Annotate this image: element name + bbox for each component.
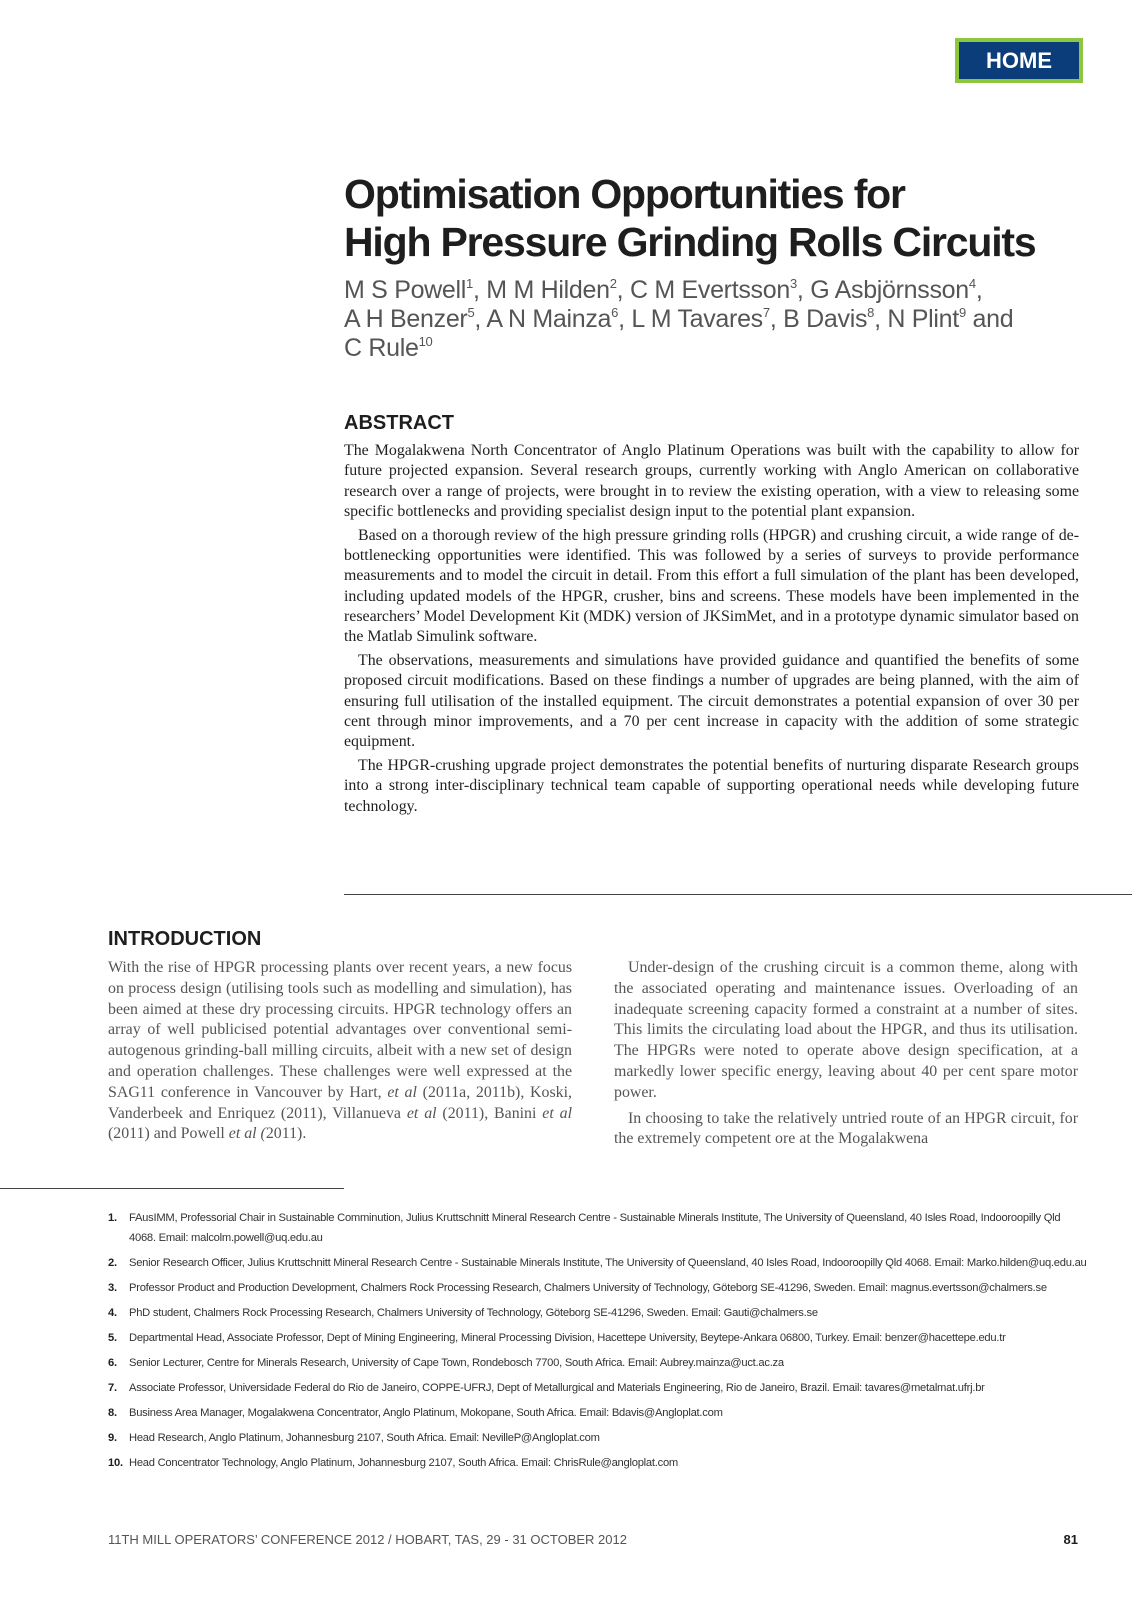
footnote: 5. Departmental Head, Associate Professor, Dept of Mining Engineering, Mineral Processing Division, Hacettepe University, Beytepe-Ankara 06800, Turkey. Email: benzer@hacettepe.edu.tr — [108, 1332, 1006, 1344]
footnote: 8. Business Area Manager, Mogalakwena Concentrator, Anglo Platinum, Mokopane, South Africa. Email: Bdavis@Angloplat.com — [108, 1407, 723, 1419]
page-number: 81 — [1063, 1532, 1078, 1547]
page-footer — [108, 1532, 1078, 1547]
footnote: 10. Head Concentrator Technology, Anglo Platinum, Johannesburg 2107, South Africa. Email: ChrisRule@angloplat.com — [108, 1457, 678, 1469]
footnote-divider — [0, 1188, 344, 1189]
body-paragraph: Under-design of the crushing circuit is a common theme, along with the associated operating and maintenance issues. Overloading of an inadequate screening capacity formed a constraint at a number of sites. This limits the circulating load about the HPGR, and thus its utilisation. The HPGRs were noted to operate above design specification, at a markedly lower specific energy, leaving about 40 per cent spare motor power. — [614, 959, 1078, 1101]
author-list — [344, 276, 1084, 363]
title-line-2: High Pressure Grinding Rolls Circuits — [344, 219, 1036, 265]
footnote: 7. Associate Professor, Universidade Federal do Rio de Janeiro, COPPE-UFRJ, Dept of Metallurgical and Materials Engineering, Rio de Janeiro, Brazil. Email: tavares@metalmat.ufrj.br — [108, 1382, 985, 1394]
footnote: 4. PhD student, Chalmers Rock Processing Research, Chalmers University of Technology, Göteborg SE-41296, Sweden. Email: Gauti@chalmers.se — [108, 1307, 818, 1319]
introduction-right-column — [614, 958, 1078, 1155]
author: L M Tavares$^7$, — [631, 305, 784, 333]
footnote: 6. Senior Lecturer, Centre for Minerals Research, University of Cape Town, Rondebosch 7700, South Africa. Email: Aubrey.mainza@uct.ac.za — [108, 1357, 784, 1369]
abstract-body — [344, 441, 1079, 820]
title-line-1: Optimisation Opportunities for — [344, 171, 905, 217]
paper-title — [344, 170, 1084, 266]
abstract-paragraph: The Mogalakwena North Concentrator of Anglo Platinum Operations was built with the capability to allow for future projected expansion. Several research groups, currently working with Anglo American on collaborative research over a range of projects, were brought in to review the existing operation, with a view to releasing some specific bottlenecks and providing specialist design input to the potential plant expansion. — [344, 442, 1079, 520]
home-button[interactable]: HOME — [955, 38, 1083, 83]
author: N Plint$^9$ and — [887, 305, 1014, 333]
introduction-heading: INTRODUCTION — [108, 928, 262, 950]
abstract-paragraph: The observations, measurements and simulations have provided guidance and quantified the benefits of some proposed circuit modifications. Based on these findings a number of upgrades are being planned, with the aim of ensuring full utilisation of the installed equipment. The circuit demonstrates a potential expansion of over 30 per cent through minor improvements, and a 70 per cent increase in capacity with the addition of some strategic equipment. — [344, 651, 1079, 751]
author: A N Mainza$^6$, — [486, 305, 632, 333]
author: C Rule$^{10}$ — [344, 334, 433, 362]
author: M S Powell$^1$, — [344, 276, 487, 304]
footnote: 1. FAusIMM, Professorial Chair in Sustainable Comminution, Julius Kruttschnitt Mineral Research Centre - Sustainable Minerals Institute, The University of Queensland, 40 Isles Road, Indooroopilly Qld 4068. Email: malcolm.powell@uq.edu.au — [108, 1212, 1061, 1244]
footnote: 9. Head Research, Anglo Platinum, Johannesburg 2107, South Africa. Email: NevilleP@Angloplat.com — [108, 1432, 600, 1444]
author: A H Benzer$^5$, — [344, 305, 487, 333]
author: M M Hilden$^2$, — [486, 276, 630, 304]
abstract-paragraph: Based on a thorough review of the high pressure grinding rolls (HPGR) and crushing circuit, a wide range of de-bottlenecking opportunities were identified. This was followed by a series of surveys to provide performance measurements and to model the circuit in detail. From this effort a full simulation of the plant has been developed, including updated models of the HPGR, crusher, bins and screens. These models have been implemented in the researchers’ Model Development Kit (MDK) version of JKSimMet, and in a prototype dynamic simulator based on the Matlab Simulink software. — [344, 526, 1079, 646]
abstract-paragraph: The HPGR-crushing upgrade project demonstrates the potential benefits of nurturing disparate Research groups into a strong inter-disciplinary technical team capable of supporting operational needs while developing future technology. — [344, 756, 1079, 815]
introduction-left-column — [108, 958, 572, 1150]
footnote: 2. Senior Research Officer, Julius Kruttschnitt Mineral Research Centre - Sustainable Minerals Institute, The University of Queensland, 40 Isles Road, Indooroopilly Qld 4068. Email: Marko.hilden@uq.edu.au — [108, 1257, 1087, 1269]
footnote: 3. Professor Product and Production Development, Chalmers Rock Processing Research, Chalmers University of Technology, Göteborg SE-41296, Sweden. Email: magnus.evertsson@chalmers.se — [108, 1282, 1047, 1294]
author: B Davis$^8$, — [783, 305, 888, 333]
author: C M Evertsson$^3$, — [629, 276, 811, 304]
section-divider — [344, 894, 1132, 895]
body-paragraph: In choosing to take the relatively untried route of an HPGR circuit, for the extremely competent ore at the Mogalakwena — [614, 1109, 1078, 1148]
author: G Asbjörnsson$^4$, — [810, 276, 983, 304]
abstract-heading: ABSTRACT — [344, 412, 454, 434]
body-paragraph: With the rise of HPGR processing plants over recent years, a new focus on process design (utilising tools such as modelling and simulation), has been aimed at these dry processing circuits. HPGR technology offers an array of well publicised potential advantages over conventional semi-autogenous grinding-ball milling circuits, albeit with a new set of design and operation challenges. These challenges were well expressed at the SAG11 conference in Vancouver by Hart, et al (2011a, 2011b), Koski, Vanderbeek and Enriquez (2011), Villanueva et al (2011), Banini et al (2011) and Powell et al (2011). — [108, 959, 572, 1143]
conference-name: 11TH MILL OPERATORS’ CONFERENCE 2012 / HOBART, TAS, 29 - 31 OCTOBER 2012 — [108, 1532, 627, 1547]
affiliation-footnotes — [108, 1208, 1088, 1478]
